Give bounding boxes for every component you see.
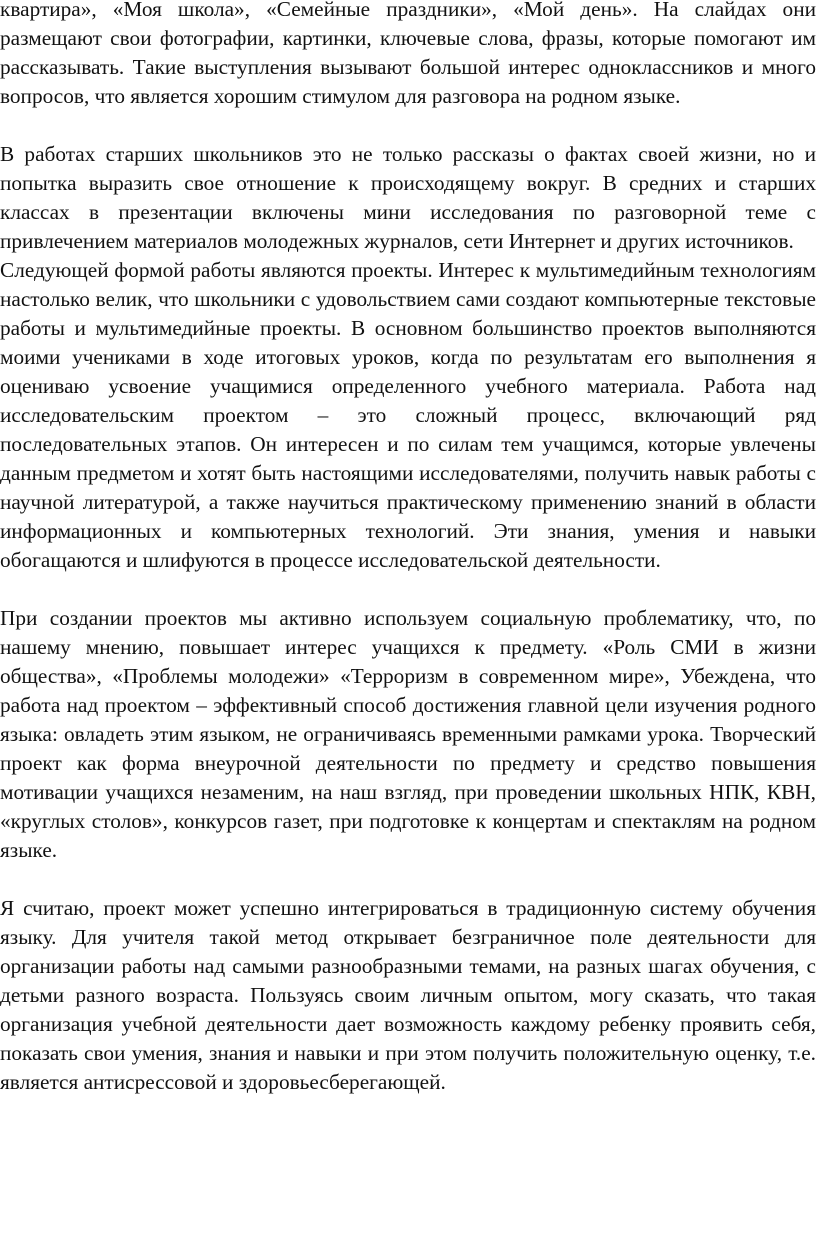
paragraph-5: Я считаю, проект может успешно интегрироваться в традиционную систему обучения языку. Для учителя такой метод открывает безграничное поле деятельности для организации работы над самыми разнообразными темами, на разных шагах обучения, с детьми разного возраста. Пользуясь своим личным опытом, могу сказать, что такая организация учебной деятельности дает возможность каждому ребенку проявить себя, показать свои умения, знания и навыки и при этом получить положительную оценку, т.е. является антисрессовой и здоровьесберегающей. xyxy=(0,896,816,1094)
paragraph-gap xyxy=(0,111,816,140)
paragraph-1: квартира», «Моя школа», «Семейные праздники», «Мой день». На слайдах они размещают свои фотографии, картинки, ключевые слова, фразы, которые помогают им рассказывать. Такие выступления вызывают большой интерес одноклассников и много вопросов, что является хорошим стимулом для разговора на родном языке. xyxy=(0,0,816,108)
paragraph-gap xyxy=(0,575,816,604)
paragraph-2: В работах старших школьников это не только рассказы о фактах своей жизни, но и попытка выразить свое отношение к происходящему вокруг. В средних и старших классах в презентации включены мини исследования по разговорной теме с привлечением материалов молодежных журналов, сети Интернет и других источников. xyxy=(0,142,816,253)
paragraph-3: Следующей формой работы являются проекты. Интерес к мультимедийным технологиям настолько велик, что школьники с удовольствием сами создают компьютерные текстовые работы и мультимедийные проекты. В основном большинство проектов выполняются моими учениками в ходе итоговых уроков, когда по результатам его выполнения я оцениваю усвоение учащимися определенного учебного материала. Работа над исследовательским проектом – это сложный процесс, включающий ряд последовательных этапов. Он интересен и по силам тем учащимся, которые увлечены данным предметом и хотят быть настоящими исследователями, получить навык работы с научной литературой, а также научиться практическому применению знаний в области информационных и компьютерных технологий. Эти знания, умения и навыки обогащаются и шлифуются в процессе исследовательской деятельности. xyxy=(0,258,816,572)
paragraph-gap xyxy=(0,865,816,894)
paragraph-4: При создании проектов мы активно используем социальную проблематику, что, по нашему мнению, повышает интерес учащихся к предмету. «Роль СМИ в жизни общества», «Проблемы молодежи» «Терроризм в современном мире», Убеждена, что работа над проектом – эффективный способ достижения главной цели изучения родного языка: овладеть этим языком, не ограничиваясь временными рамками урока. Творческий проект как форма внеурочной деятельности по предмету и средство повышения мотивации учащихся незаменим, на наш взгляд, при проведении школьных НПК, КВН, «круглых столов», конкурсов газет, при подготовке к концертам и спектаклям на родном языке. xyxy=(0,606,816,862)
